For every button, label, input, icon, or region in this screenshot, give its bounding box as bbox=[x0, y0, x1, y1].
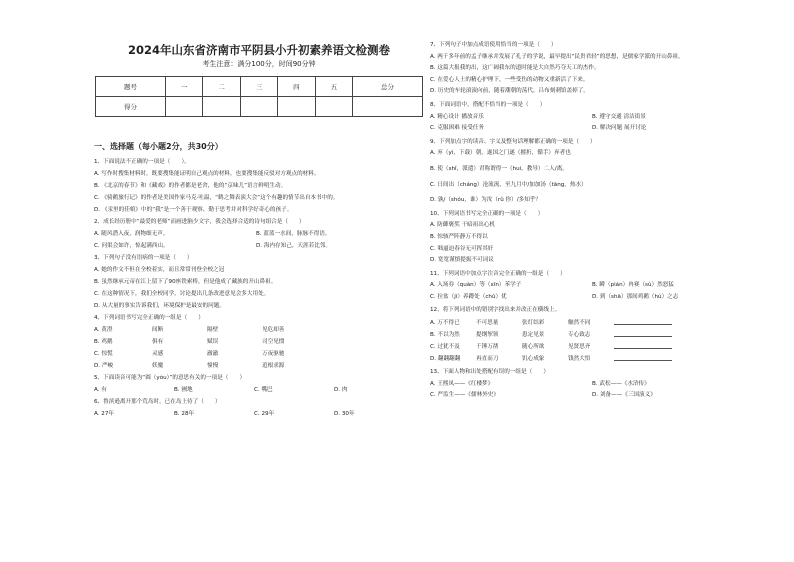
score-cell[interactable] bbox=[353, 97, 423, 117]
word: C. 过犹不及 bbox=[430, 344, 460, 351]
word-row bbox=[430, 353, 760, 365]
word: 万夜驱驰 bbox=[262, 351, 285, 357]
word: 专心致志 bbox=[568, 332, 591, 339]
answer-blank[interactable] bbox=[614, 353, 672, 361]
left-column bbox=[94, 42, 424, 420]
question-stem: 4、下列词语书写完全正确的一组是（ ） bbox=[94, 315, 204, 321]
word: 灵感 bbox=[152, 351, 164, 357]
word: 间断 bbox=[152, 327, 164, 333]
question-1 bbox=[94, 156, 424, 216]
score-cell[interactable] bbox=[165, 97, 202, 117]
option-b: B. 这篇大报我的出，这广阔我东的道时能是大自然巧夺天工的杰作。 bbox=[430, 65, 600, 72]
option-b: B. 虽然继承元帝在江上留下了90座铁索桥，但是他成了藏族的开山鼻祖。 bbox=[94, 279, 277, 285]
option-a: A. 随风潜入夜，润物细无声。 bbox=[94, 231, 169, 237]
options-row bbox=[430, 123, 760, 135]
word-row bbox=[94, 348, 424, 360]
score-table-score-row bbox=[96, 97, 423, 117]
option-b: B. 瞬（pián）冉赛（sù）然怒猛 bbox=[592, 282, 674, 289]
header-cell: 总分 bbox=[353, 77, 423, 97]
word: 追根求源 bbox=[262, 363, 285, 369]
word-row bbox=[430, 341, 760, 353]
score-cell[interactable] bbox=[203, 97, 240, 117]
question-8 bbox=[430, 100, 760, 135]
question-4 bbox=[94, 312, 424, 372]
question-2 bbox=[94, 216, 424, 252]
right-column bbox=[430, 40, 760, 402]
option-c: C. 29年 bbox=[254, 411, 275, 417]
word: 见危却善 bbox=[262, 327, 285, 333]
option-c: C. 严监生——《儒林外史》 bbox=[430, 392, 499, 399]
question-13 bbox=[430, 367, 760, 402]
word: 憧慢 bbox=[207, 363, 219, 369]
word: 随心所欲 bbox=[522, 344, 545, 351]
answer-blank[interactable] bbox=[614, 329, 672, 337]
question-7 bbox=[430, 40, 760, 98]
score-table bbox=[95, 76, 423, 117]
word: 俱有 bbox=[152, 339, 164, 345]
option-a: A. 入场券（quàn）等（xīn）苯学子 bbox=[430, 282, 522, 289]
word-row bbox=[430, 317, 760, 329]
option-c: C. 日间出（cháng）沧流流，至九月中/加加汤（tāng，热水） bbox=[430, 181, 587, 188]
option-b: B. 《北京的春节》和《藏戏》的作者都是老舍，他的“京味儿”语言鲜明生动。 bbox=[94, 183, 287, 189]
word: 触然不同 bbox=[568, 320, 591, 327]
option-a: A. 写作时搜集材料时，既要搜集能证明自己观点的材料，也要搜集能反驳对方观点的材料。 bbox=[94, 171, 320, 177]
option-d: D. 历史的车轮滚滚向前，随着潮朝的荡代，吕布刻刺馆盖掉了。 bbox=[430, 88, 589, 95]
options-row bbox=[430, 280, 760, 292]
option-a: A. 两千多年前的孟子继承并发展了孔子的学说，最早提出“民贵君轻”的思想，是儒家学派的开山鼻祖。 bbox=[430, 53, 684, 60]
option-c: C. 《骑鹅旅行记》的作者是美国作家马克·吐温，“鹤之舞表演大会”这个有趣的情节出自本书中的。 bbox=[94, 195, 339, 201]
word: 钱然大悟 bbox=[568, 356, 591, 363]
options-row bbox=[430, 379, 760, 391]
question-6 bbox=[94, 396, 424, 420]
question-stem: 13、下面人物和出处搭配有误的一组是（ ） bbox=[430, 369, 549, 376]
word: 司空见惯 bbox=[262, 339, 285, 345]
word-row bbox=[430, 329, 760, 341]
question-3 bbox=[94, 252, 424, 312]
option-a: A. 27年 bbox=[94, 411, 114, 417]
section-heading: 一、选择题（每小题2分，共30分） bbox=[94, 142, 223, 151]
header-cell: 一 bbox=[165, 77, 202, 97]
question-stem: 6、鲁滨逊离开那个荒岛时，已在岛上待了（ ） bbox=[94, 399, 221, 405]
option-a: A. 精心设计 播放音乐 bbox=[430, 113, 484, 120]
option-d: D. 到（shā）那间鸡鹅（hú）之志 bbox=[592, 293, 679, 300]
word: A. 黄澄 bbox=[94, 327, 113, 333]
header-cell: 二 bbox=[203, 77, 240, 97]
answer-blank[interactable] bbox=[614, 317, 672, 325]
score-table-header-row bbox=[96, 77, 423, 97]
word: 患定见景 bbox=[522, 332, 545, 339]
word-row bbox=[94, 336, 424, 348]
question-11 bbox=[430, 269, 760, 304]
option-b: B. 武松——《水浒传》 bbox=[592, 380, 650, 387]
options-row bbox=[94, 408, 424, 420]
question-stem: 1、下面说法不正确的一项是（ ）。 bbox=[94, 159, 190, 165]
options-row bbox=[430, 112, 760, 124]
question-12 bbox=[430, 305, 760, 365]
question-stem: 10、下列词语书写完全正确的一项是（ ） bbox=[430, 210, 544, 217]
word-row bbox=[94, 324, 424, 336]
option-d: D. 刘备——《三国演义》 bbox=[592, 392, 656, 399]
word: D. 严峻 bbox=[94, 363, 114, 369]
word: 提纲挈领 bbox=[476, 332, 499, 339]
option-a: A. 弃（yì，下载）朝，遂国之门遂（摧折，循手）弃者也 bbox=[430, 150, 571, 157]
option-b: B. 蓝蓝一水间，脉脉不得语。 bbox=[256, 231, 331, 237]
option-d: D. 海内存知己，天涯若比邻。 bbox=[256, 243, 331, 249]
question-stem: 9、下列加点字的读音、字义及整句话理解都正确的一项是（ ） bbox=[430, 138, 596, 145]
page-title: 2024年山东省济南市平阴县小升初素养语文检测卷 bbox=[127, 43, 390, 57]
exam-notice: 考生注意：满分100分，时间90分钟 bbox=[202, 60, 316, 68]
option-d: D. 《汞里的佳娘》中的“我”是一个善于观察、勤于思考并对科学好奇心的孩子。 bbox=[94, 207, 293, 213]
word: 再直而刀 bbox=[476, 356, 499, 363]
option-a: A. 防御褒奖 干暗祖出心机 bbox=[430, 222, 496, 229]
option-b: B. 使（shǐ，派遣）君称谓得一（hui，教导）二人/离。 bbox=[430, 165, 568, 172]
option-c: C. 嘴巴 bbox=[254, 387, 273, 393]
word-row bbox=[94, 360, 424, 372]
option-b: B. 28年 bbox=[174, 411, 195, 417]
options-row bbox=[430, 292, 760, 304]
word: D. 翻翻翻翻 bbox=[430, 356, 461, 363]
option-d: D. 30年 bbox=[334, 411, 355, 417]
option-a: A. 有 bbox=[94, 387, 107, 393]
header-cell: 题号 bbox=[96, 77, 166, 97]
question-stem: 12、将下列词语中的错别字找出来并改正在横线上。 bbox=[430, 307, 561, 314]
option-b: B. 遵守交通 清洁街景 bbox=[592, 113, 646, 120]
option-c: C. 拉盆（jì）养蹲处（chǔ）优 bbox=[430, 293, 507, 300]
option-d: D. 宽宽谨慎提振不可词议 bbox=[430, 257, 494, 264]
question-stem: 2、成长经历册中“最爱的老师”而画进脑少文字，我会选择合适的诗句组合是（ ） bbox=[94, 219, 305, 225]
question-9 bbox=[430, 137, 760, 207]
option-d: D. 孰/（shóu，谁）为汝（rǔ 你）/多知乎？ bbox=[430, 197, 541, 204]
word: B. 不以为然 bbox=[430, 332, 460, 339]
options-row bbox=[94, 228, 424, 240]
option-b: B. 圃地 bbox=[174, 387, 193, 393]
question-stem: 3、下列句子没有语病的一项是（ ） bbox=[94, 255, 193, 261]
header-cell: 三 bbox=[240, 77, 277, 97]
question-stem: 5、下面读音可能为“圆（yòu）”的意思有关的一项是（ ） bbox=[94, 375, 246, 381]
option-c: C. 问渠会如许，惊起满西山。 bbox=[94, 243, 169, 249]
option-d: D. 从大量的事实告诉我们，环境保护是最安的问题。 bbox=[94, 303, 225, 309]
score-cell[interactable] bbox=[240, 97, 277, 117]
option-c: C. 咄逼迫春谷无可挥其奸 bbox=[430, 245, 494, 252]
word: A. 万不得已 bbox=[430, 320, 460, 327]
word: 饥心成象 bbox=[522, 356, 545, 363]
option-d: D. 肉 bbox=[334, 387, 348, 393]
option-c: C. 在爱心人士的精心护理下，一些受伤的动物又重新活了下来。 bbox=[430, 76, 589, 83]
options-row bbox=[94, 240, 424, 252]
answer-blank[interactable] bbox=[614, 341, 672, 349]
word: B. 鸡鹅 bbox=[94, 339, 113, 345]
word: 千锤万凿 bbox=[476, 344, 499, 351]
option-d: D. 解决问题 展开讨论 bbox=[592, 125, 647, 132]
option-c: C. 克服困难 接受任务 bbox=[430, 125, 484, 132]
word: 澈澈 bbox=[207, 351, 219, 357]
question-5 bbox=[94, 372, 424, 396]
question-stem: 7、下列句子中加点成语使用恰当的一项是（ ） bbox=[430, 42, 557, 48]
word: C. 惊慌 bbox=[94, 351, 113, 357]
score-cell[interactable] bbox=[315, 97, 352, 117]
row-label: 得分 bbox=[96, 97, 166, 117]
score-cell[interactable] bbox=[278, 97, 315, 117]
word: 见贤思齐 bbox=[568, 344, 591, 351]
options-row bbox=[94, 384, 424, 396]
question-stem: 8、下面词语中，搭配不恰当的一项是（ ） bbox=[430, 101, 546, 108]
option-a: A. 她的作文不但在全校着实，而且常常刊登全校之冠 bbox=[94, 267, 225, 273]
word: 赋误 bbox=[207, 339, 219, 345]
word: 妖魔 bbox=[152, 363, 164, 369]
question-stem: 11、下列词语中加点字注音完全正确的一组是（ ） bbox=[430, 270, 566, 277]
options-row bbox=[430, 390, 760, 402]
option-a: A. 王熙凤——《红楼梦》 bbox=[430, 380, 494, 387]
word: 张灯结彩 bbox=[522, 320, 545, 327]
header-cell: 五 bbox=[315, 77, 352, 97]
header-cell: 四 bbox=[278, 77, 315, 97]
word: 隔壁 bbox=[207, 327, 219, 333]
question-10 bbox=[430, 209, 760, 267]
option-b: B. 惊骇严阵静万不得以 bbox=[430, 233, 488, 240]
word: 不可思量 bbox=[476, 320, 499, 327]
option-c: C. 在这种情况下，我们全校同学，讨论提出几条改进意见会多大用处。 bbox=[94, 291, 270, 297]
